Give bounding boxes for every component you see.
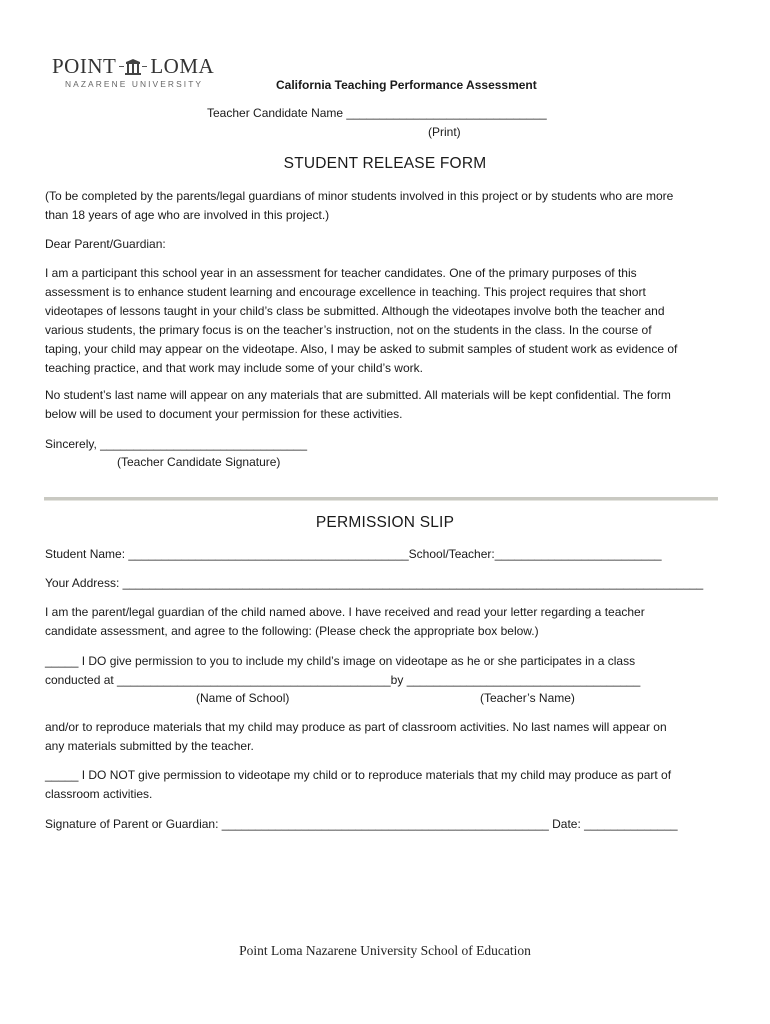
paragraph-line: _____ I DO NOT give permission to videotape my child or to reproduce materials that my child may produce as part of bbox=[45, 768, 672, 782]
paragraph-line: taping, your child may appear on the videotape. Also, I may be asked to submit samples of student work as evidence of bbox=[45, 342, 678, 356]
paragraph-line: No student’s last name will appear on any materials that are submitted. All materials will be kept confidential. The form bbox=[45, 388, 671, 402]
lighthouse-emblem-icon bbox=[116, 59, 150, 75]
footer-text: Point Loma Nazarene University School of Education bbox=[239, 943, 531, 958]
paragraph-line: below will be used to document your permission for these activities. bbox=[45, 407, 403, 421]
paragraph-line: various students, the primary focus is on the teacher’s instruction, not on the students in the class. In the course of bbox=[45, 323, 652, 337]
signature-caption: (Teacher Candidate Signature) bbox=[117, 455, 281, 469]
logo-wordmark bbox=[52, 55, 217, 77]
paragraph-line: candidate assessment, and agree to the following: (Please check the appropriate box below.) bbox=[45, 624, 539, 638]
body-paragraph-2 bbox=[45, 386, 671, 424]
teacher-name-caption: (Teacher’s Name) bbox=[480, 691, 575, 705]
paragraph-line: classroom activities. bbox=[45, 787, 153, 801]
assessment-title: California Teaching Performance Assessment bbox=[276, 78, 537, 92]
intro-line-2: than 18 years of age who are involved in this project.) bbox=[45, 208, 330, 222]
permission-continuation bbox=[45, 718, 667, 756]
paragraph-line: I am the parent/legal guardian of the child named above. I have received and read your letter regarding a teacher bbox=[45, 605, 645, 619]
guardian-signature-date-field[interactable]: Signature of Parent or Guardian: _________________________________________________ Date: ______________ bbox=[45, 817, 678, 831]
school-teacher-fields[interactable]: conducted at _________________________________________by ___________________________________ bbox=[45, 673, 641, 687]
student-name-field[interactable]: Student Name: __________________________________________School/Teacher:_________________________ bbox=[45, 547, 662, 561]
print-note: (Print) bbox=[428, 125, 461, 139]
paragraph-line: assessment is to enhance student learning and encourage excellence in teaching. This project requires that short bbox=[45, 285, 646, 299]
sincerely-signature-line: Sincerely, _______________________________ bbox=[45, 437, 308, 451]
section-divider bbox=[44, 497, 718, 501]
intro-line-1: (To be completed by the parents/legal guardians of minor students involved in this project or by students who are more bbox=[45, 189, 674, 203]
logo-subtitle: NAZARENE UNIVERSITY bbox=[65, 79, 204, 89]
paragraph-line: and/or to reproduce materials that my child may produce as part of classroom activities. No last names will appear on bbox=[45, 720, 667, 734]
address-field[interactable]: Your Address: _______________________________________________________________________________________ bbox=[45, 576, 704, 590]
salutation: Dear Parent/Guardian: bbox=[45, 237, 166, 251]
university-logo bbox=[52, 55, 217, 89]
logo-text-loma: LOMA bbox=[150, 54, 215, 78]
paragraph-line: any materials submitted by the teacher. bbox=[45, 739, 254, 753]
logo-text-point: POINT bbox=[52, 54, 117, 78]
candidate-name-line: Teacher Candidate Name ______________________________ bbox=[207, 106, 547, 120]
school-name-caption: (Name of School) bbox=[196, 691, 290, 705]
paragraph-line: videotapes of lessons taught in your child’s class be submitted. Although the videotapes involve both the teacher and bbox=[45, 304, 665, 318]
paragraph-line: I am a participant this school year in an assessment for teacher candidates. One of the primary purposes of this bbox=[45, 266, 637, 280]
permission-yes-option[interactable]: _____ I DO give permission to you to include my child’s image on videotape as he or she participates in a class bbox=[45, 654, 636, 668]
body-paragraph-1 bbox=[45, 264, 677, 378]
permission-slip-title: PERMISSION SLIP bbox=[315, 514, 455, 531]
permission-no-option[interactable] bbox=[45, 766, 671, 804]
release-form-title: STUDENT RELEASE FORM bbox=[283, 155, 487, 172]
guardian-statement bbox=[45, 603, 645, 641]
paragraph-line: teaching practice, and that work may include some of your child’s work. bbox=[45, 361, 423, 375]
